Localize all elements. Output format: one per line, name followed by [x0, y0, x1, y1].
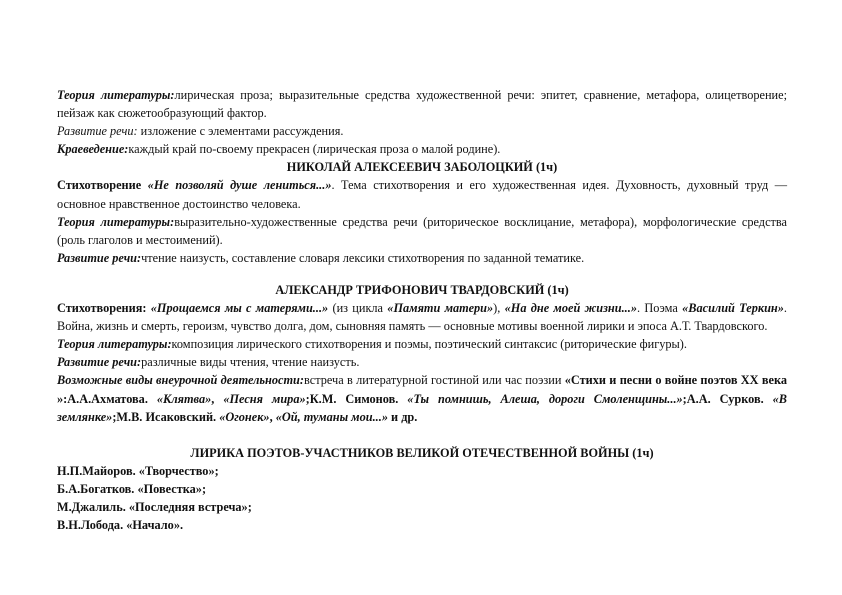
- tvardovsky-theory-paragraph: [57, 335, 787, 353]
- war-poet-item: В.Н.Лобода. «Начало».: [57, 518, 184, 533]
- speech-paragraph-1: [57, 122, 787, 140]
- extra-text-8: и др.: [387, 409, 418, 424]
- tvardovsky-speech-paragraph: [57, 353, 787, 371]
- poem-title-2: «На дне моей жизни...»: [504, 301, 637, 316]
- theory-text: композиция лирического стихотворения и поэмы, поэтический синтаксис (риторические фигуры).: [171, 337, 687, 352]
- speech-text: изложение с элементами рассуждения.: [137, 124, 344, 139]
- extra-poem-6: «Ой, туманы мои...»: [275, 409, 388, 424]
- speech-text: чтение наизусть, составление словаря лексики стихотворения по заданной тематике.: [141, 250, 585, 265]
- section-heading-war-poets: ЛИРИКА ПОЭТОВ-УЧАСТНИКОВ ВЕЛИКОЙ ОТЕЧЕСТВЕННОЙ ВОЙНЫ (1ч): [190, 445, 654, 460]
- poem-text: . Тема стихотворения и его художественная идея. Духовность, духовный труд — основное нравственное достоинство человека.: [57, 178, 787, 211]
- theory-label: Теория литературы:: [57, 214, 175, 229]
- speech-label: Развитие речи:: [57, 355, 142, 370]
- war-poet-item: М.Джалиль. «Последняя встреча»;: [57, 499, 252, 514]
- extra-poem-4: «В землянке»: [57, 391, 787, 424]
- extra-text-2: :А.А.Ахматова.: [63, 391, 157, 406]
- war-poet-item: Б.А.Богатков. «Повестка»;: [57, 481, 207, 496]
- poem-cycle-pre: (из цикла: [328, 301, 388, 316]
- extra-bold-1: «Стихи и песни о войне поэтов XX века »: [57, 373, 787, 406]
- zabolotsky-theory-paragraph: [57, 213, 787, 249]
- theory-text: лирическая проза; выразительные средства художественной речи: эпитет, сравнение, метафора, олицетворение; пейзаж как сюжетообразующий фактор.: [57, 88, 787, 121]
- tvardovsky-poems-paragraph: [57, 299, 787, 335]
- section-heading-tvardovsky: АЛЕКСАНДР ТРИФОНОВИЧ ТВАРДОВСКИЙ (1ч): [275, 282, 569, 297]
- extra-text-3: ,: [211, 391, 224, 406]
- poems-label: Стихотворения:: [57, 301, 151, 316]
- local-history-label: Краеведение:: [57, 142, 129, 157]
- zabolotsky-poem-paragraph: [57, 176, 787, 212]
- theory-paragraph-1: [57, 86, 787, 122]
- zabolotsky-speech-paragraph: [57, 249, 787, 267]
- poem-label: Стихотворение: [57, 178, 148, 193]
- extra-poem-2: «Песня мира»: [223, 391, 306, 406]
- extra-text-4: ;К.М. Симонов.: [305, 391, 408, 406]
- poem-cycle: «Памяти матери»: [387, 301, 494, 316]
- poem-title-1: «Прощаемся мы с матерями...»: [150, 301, 329, 316]
- speech-text: различные виды чтения, чтение наизусть.: [141, 355, 360, 370]
- extracurricular-label: Возможные виды внеурочной деятельности:: [57, 373, 304, 388]
- extra-poem-3: «Ты помнишь, Алеша, дороги Смоленщины...»: [407, 391, 683, 406]
- document-page: [57, 86, 787, 534]
- local-history-text: каждый край по-своему прекрасен (лирическая проза о малой родине).: [128, 142, 501, 157]
- spacer: [57, 267, 787, 281]
- poems-text: . Война, жизнь и смерть, героизм, чувство долга, дом, сыновняя память — основные мотивы военной лирики и эпоса А.Т. Твардовского.: [57, 301, 787, 334]
- section-heading-zabolotsky: НИКОЛАЙ АЛЕКСЕЕВИЧ ЗАБОЛОЦКИЙ (1ч): [286, 160, 558, 175]
- war-poet-item: Н.П.Майоров. «Творчество»;: [57, 463, 219, 478]
- extra-text-7: ,: [269, 409, 276, 424]
- spacer: [57, 426, 787, 444]
- poem-sep: . Поэма: [636, 301, 683, 316]
- local-history-paragraph: [57, 140, 787, 158]
- speech-label: Развитие речи:: [57, 124, 138, 139]
- poem-title: «Не позволяй душе лениться...»: [147, 178, 332, 193]
- extra-text-6: ;М.В. Исаковский.: [112, 409, 220, 424]
- speech-label: Развитие речи:: [57, 250, 142, 265]
- theory-label: Теория литературы:: [57, 88, 175, 102]
- extra-poem-1: «Клятва»: [156, 391, 212, 406]
- poem-cycle-post: ),: [493, 301, 505, 316]
- theory-text: выразительно-художественные средства речи (риторическое восклицание, метафора), морфологические средства (роль глаголов и местоимений).: [57, 214, 788, 247]
- extra-text-1: встреча в литературной гостиной или час поэзии: [304, 373, 565, 388]
- poem-title-3: «Василий Теркин»: [682, 301, 784, 316]
- theory-label: Теория литературы:: [57, 337, 172, 352]
- extracurricular-paragraph: [57, 371, 787, 425]
- extra-text-5: ;А.А. Сурков.: [682, 391, 773, 406]
- extra-poem-5: «Огонек»: [219, 409, 270, 424]
